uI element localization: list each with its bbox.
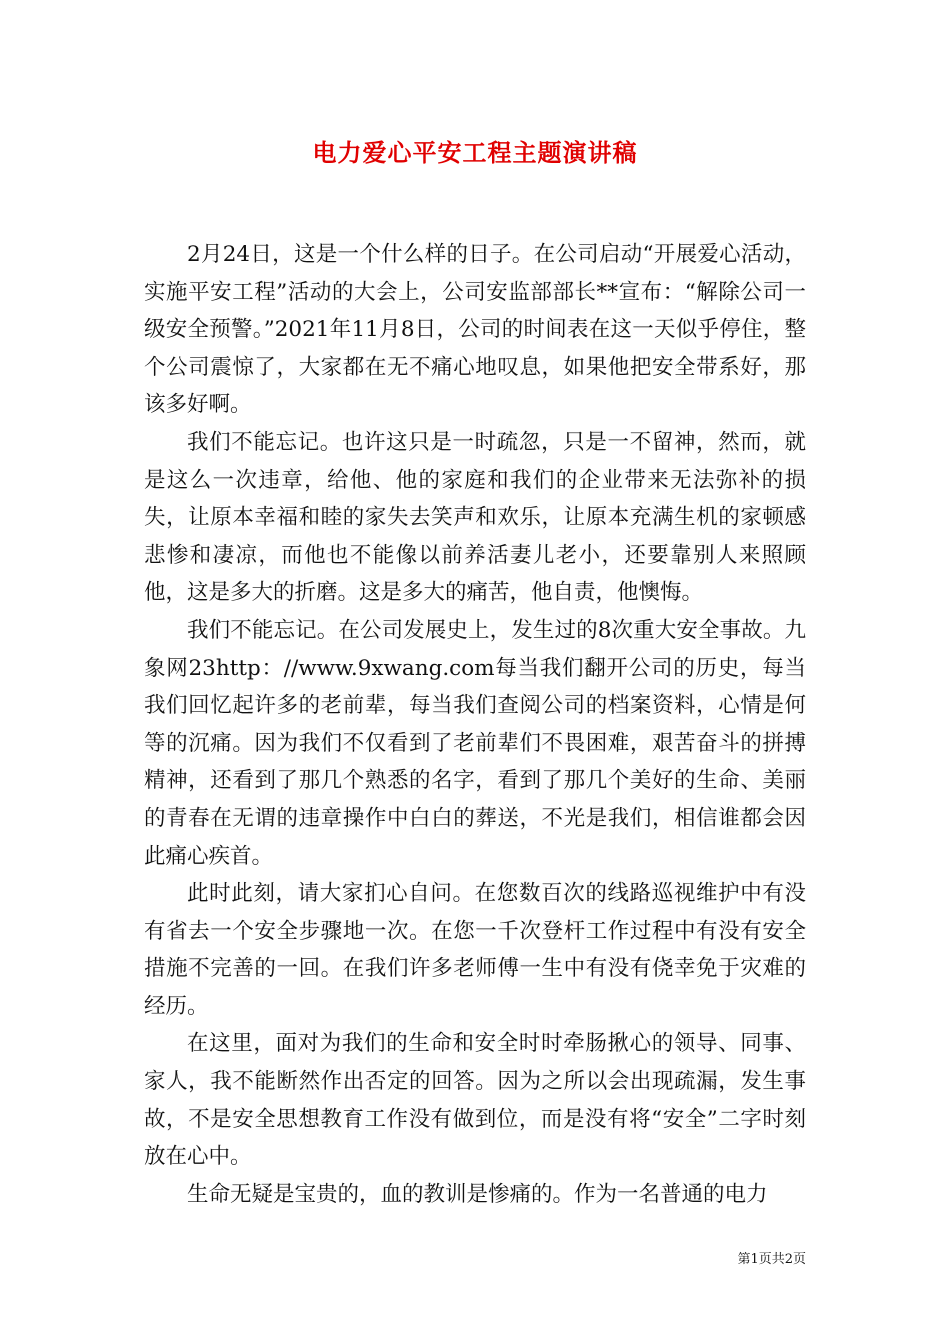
document-title: 电力爱心平安工程主题演讲稿	[312, 138, 638, 167]
paragraph-2: 我们不能忘记。也许这只是一时疏忽，只是一不留神，然而，就是这么一次违章，给他、他的家庭和我们的企业带来无法弥补的损失，让原本幸福和睦的家失去笑声和欢乐，让原本充满生机的家顿感悲惨和凄凉，而他也不能像以前养活妻儿老小，还要靠别人来照顾他，这是多大的折磨。这是多大的痛苦，他自责，他懊悔。	[144, 429, 806, 606]
page-number: 第1页共2页	[737, 1252, 806, 1267]
paragraph-1: 2月24日，这是一个什么样的日子。在公司启动“开展爱心活动，实施平安工程”活动的大会上，公司安监部部长**宣布：“解除公司一级安全预警。”2021年11月8日，公司的时间表在这一天似乎停住，整个公司震惊了，大家都在无不痛心地叹息，如果他把安全带系好，那该多好啊。	[144, 242, 806, 418]
paragraph-5: 在这里，面对为我们的生命和安全时时牵肠揪心的领导、同事、家人，我不能断然作出否定的回答。因为之所以会出现疏漏，发生事故，不是安全思想教育工作没有做到位，而是没有将“安全”二字时刻放在心中。	[144, 1031, 806, 1170]
paragraph-6: 生命无疑是宝贵的，血的教训是惨痛的。作为一名普通的电力	[187, 1181, 768, 1207]
document-body	[144, 236, 806, 1213]
paragraph-4: 此时此刻，请大家扪心自问。在您数百次的线路巡视维护中有没有省去一个安全步骤地一次。在您一千次登杆工作过程中有没有安全措施不完善的一回。在我们许多老师傅一生中有没有侥幸免于灾难的经历。	[144, 881, 806, 1019]
paragraph-3: 我们不能忘记。在公司发展史上，发生过的8次重大安全事故。九象网23http：//www.9xwang.com每当我们翻开公司的历史，每当我们回忆起许多的老前辈，每当我们查阅公司的档案资料，心情是何等的沉痛。因为我们不仅看到了老前辈们不畏困难，艰苦奋斗的拼搏精神，还看到了那几个熟悉的名字，看到了那几个美好的生命、美丽的青春在无谓的违章操作中白白的葬送，不光是我们，相信谁都会因此痛心疾首。	[144, 617, 806, 869]
